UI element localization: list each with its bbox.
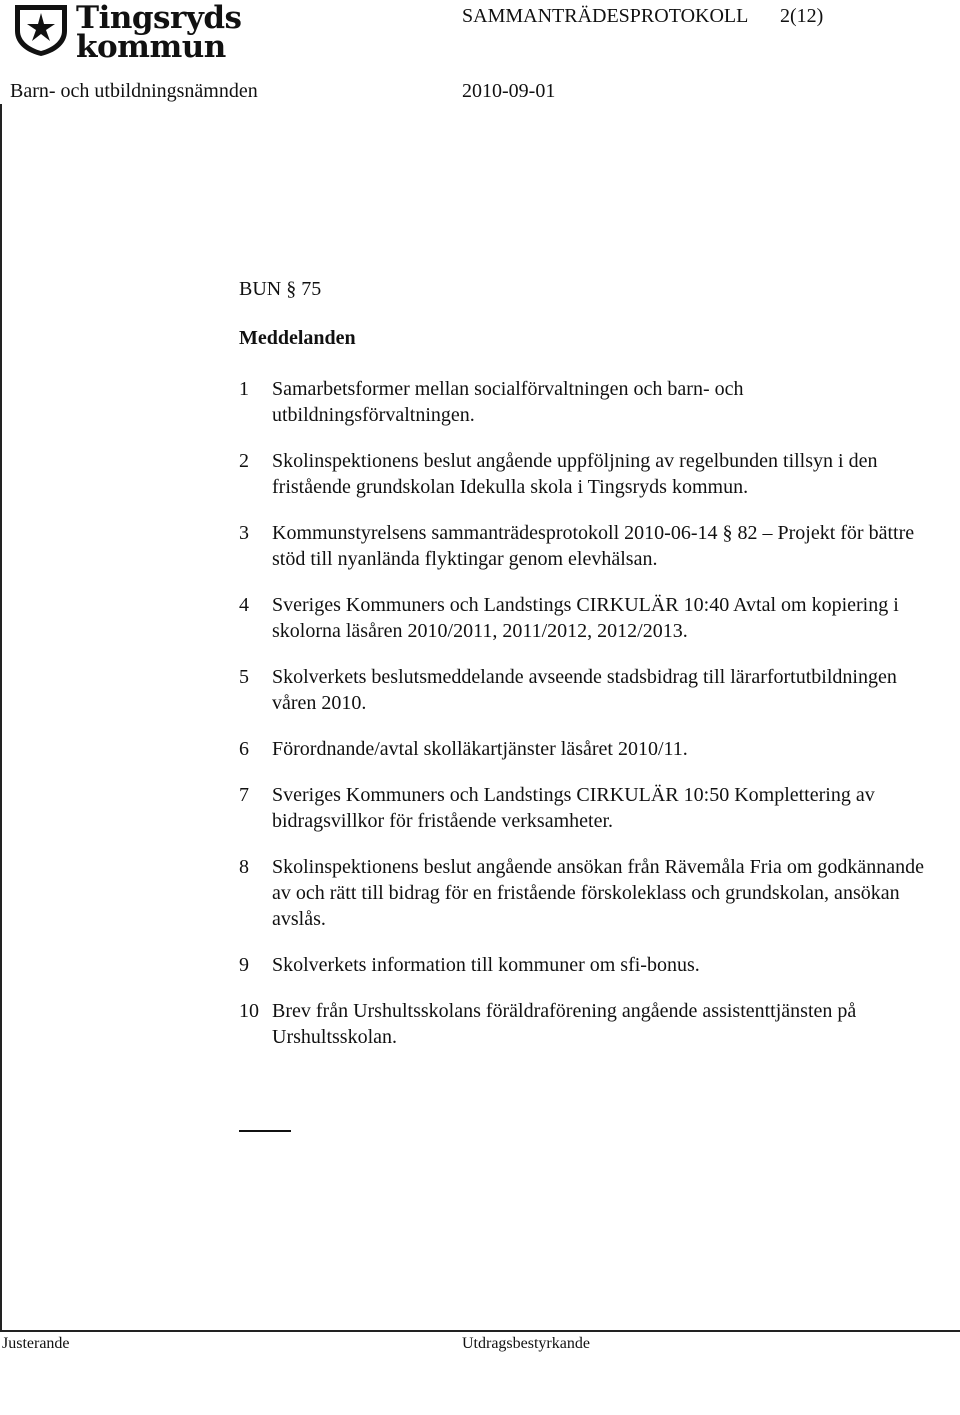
list-item — [239, 520, 939, 572]
item-number: 8 — [239, 856, 249, 878]
list-item — [239, 736, 939, 762]
footer-utdragsbestyrkande: Utdragsbestyrkande — [462, 1335, 590, 1352]
item-text: Brev från Urshultsskolans föräldraförening angående assistenttjänsten på Urshultsskolan. — [272, 1000, 857, 1048]
logo-word-tingsryds: Tingsryds — [76, 0, 242, 36]
item-number: 4 — [239, 594, 249, 616]
item-text: Samarbetsformer mellan socialförvaltningen och barn- och utbildningsförvaltningen. — [272, 378, 744, 426]
item-number: 6 — [239, 738, 249, 760]
item-number: 2 — [239, 450, 249, 472]
logo-word-kommun: kommun — [76, 29, 226, 65]
item-text: Skolverkets beslutsmeddelande avseende stadsbidrag till lärarfortutbildningen våren 2010. — [272, 666, 897, 714]
list-item — [239, 376, 939, 428]
item-number: 9 — [239, 954, 249, 976]
item-text: Skolverkets information till kommuner om sfi-bonus. — [272, 954, 700, 976]
item-text: Skolinspektionens beslut angående uppföljning av regelbunden tillsyn i den fristående grundskolan Idekulla skola i Tingsryds kommun. — [272, 450, 878, 498]
coat-of-arms-icon — [12, 3, 70, 57]
item-number: 7 — [239, 784, 249, 806]
list-item — [239, 854, 939, 932]
item-text: Skolinspektionens beslut angående ansökan från Rävemåla Fria om godkännande av och rätt till bidrag för en fristående förskoleklass och grundskolan, ansökan avslås. — [272, 856, 925, 930]
message-list — [239, 376, 939, 1070]
committee-name: Barn- och utbildningsnämnden — [10, 80, 258, 102]
margin-rule — [0, 104, 2, 1332]
list-item — [239, 782, 939, 834]
item-text: Kommunstyrelsens sammanträdesprotokoll 2010-06-14 § 82 – Projekt för bättre stöd till nyanlända flyktingar genom elevhälsan. — [272, 522, 915, 570]
item-number: 1 — [239, 378, 249, 400]
list-item — [239, 998, 939, 1050]
footer-rule — [0, 1330, 960, 1332]
list-item — [239, 664, 939, 716]
list-item — [239, 592, 939, 644]
item-text: Sveriges Kommuners och Landstings CIRKULÄR 10:50 Komplettering av bidragsvillkor för fristående verksamheter. — [272, 784, 875, 832]
section-number: BUN § 75 — [239, 278, 322, 300]
list-item — [239, 448, 939, 500]
page-number: 2(12) — [780, 5, 824, 27]
item-number: 10 — [239, 1000, 259, 1022]
tingsryd-logo — [12, 0, 242, 65]
meeting-date: 2010-09-01 — [462, 80, 556, 102]
item-text: Sveriges Kommuners och Landstings CIRKULÄR 10:40 Avtal om kopiering i skolorna läsåren 2010/2011, 2011/2012, 2012/2013. — [272, 594, 899, 642]
footer-justerande: Justerande — [2, 1335, 70, 1352]
item-number: 3 — [239, 522, 249, 544]
end-rule — [239, 1130, 291, 1132]
item-text: Förordnande/avtal skolläkartjänster läsåret 2010/11. — [272, 738, 688, 760]
section-heading: Meddelanden — [239, 327, 356, 349]
document-title: SAMMANTRÄDESPROTOKOLL — [462, 5, 749, 27]
item-number: 5 — [239, 666, 249, 688]
list-item — [239, 952, 939, 978]
